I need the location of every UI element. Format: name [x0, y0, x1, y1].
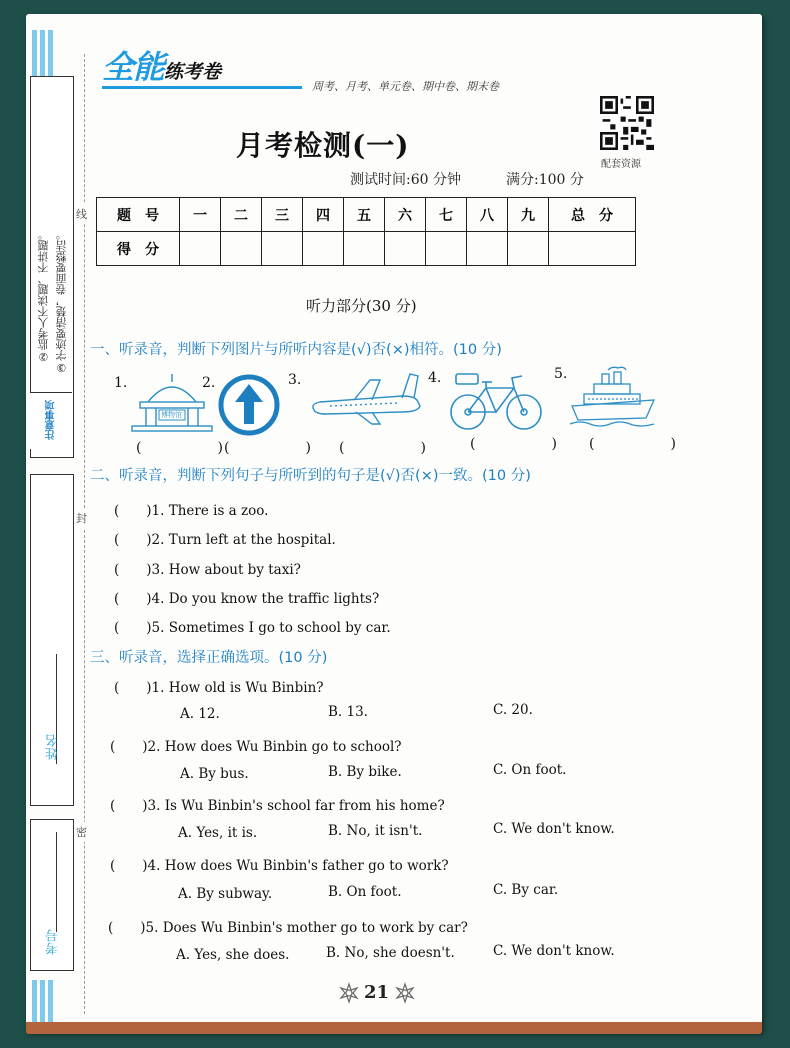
cut-line: [84, 54, 85, 1014]
binding-strip: [26, 14, 82, 1032]
listening-section-title: 听力部分(30 分): [306, 297, 417, 315]
flower-left-icon: [338, 982, 360, 1004]
option-b: B. 13.: [328, 704, 368, 720]
full-score: 满分:100 分: [506, 172, 584, 188]
answer-paren[interactable]: ( ): [224, 440, 327, 456]
answer-paren[interactable]: ( ): [470, 436, 573, 452]
option-a: A. Yes, it is.: [178, 825, 258, 841]
id-label: 考号: [46, 929, 61, 955]
brand-small: 练考卷: [164, 61, 222, 83]
answer-paren[interactable]: ( ): [339, 440, 442, 456]
page-title: 月考检测(一): [236, 129, 410, 162]
brand-subtitle: 周考、月考、单元卷、期中卷、期末卷: [312, 80, 499, 93]
option-b: B. On foot.: [328, 884, 402, 900]
score-input-cell[interactable]: [385, 232, 426, 266]
score-input-cell[interactable]: [180, 232, 221, 266]
score-input-cell[interactable]: [262, 232, 303, 266]
qr-code-icon[interactable]: [600, 96, 654, 150]
score-header-cell: 一: [180, 198, 221, 232]
score-header-cell: 六: [385, 198, 426, 232]
option-a: A. By bus.: [180, 766, 249, 782]
score-input-cell[interactable]: [508, 232, 549, 266]
cut-char-line: 线: [76, 204, 87, 224]
part2-item: ( )3. How about by taxi?: [114, 562, 301, 578]
score-header-cell: 五: [344, 198, 385, 232]
id-underline: [56, 832, 57, 932]
pic-number: 3.: [288, 372, 302, 388]
option-c: C. We don't know.: [493, 821, 615, 837]
score-header-cell: 四: [303, 198, 344, 232]
cut-char-secret: 密: [76, 822, 87, 842]
score-input-cell[interactable]: [303, 232, 344, 266]
option-c: C. On foot.: [493, 762, 567, 778]
part3-question: ( )4. How does Wu Binbin's father go to work?: [110, 858, 449, 874]
score-header-cell: 三: [262, 198, 303, 232]
part3-question: ( )1. How old is Wu Binbin?: [114, 680, 324, 696]
ship-icon: [568, 366, 658, 430]
score-value-row: [97, 232, 636, 266]
notice-line-3: ③字迹要清楚，卷面要整洁。: [55, 229, 68, 374]
paper-edge: [26, 1022, 762, 1034]
name-label: 姓名: [46, 734, 61, 760]
option-a: A. 12.: [180, 706, 220, 722]
score-header-cell: 题 号: [97, 198, 180, 232]
part2-item: ( )2. Turn left at the hospital.: [114, 532, 336, 548]
part2-item: ( )5. Sometimes I go to school by car.: [114, 620, 391, 636]
pic-number: 4.: [428, 370, 442, 386]
option-b: B. No, it isn't.: [328, 823, 423, 839]
option-b: B. By bike.: [328, 764, 402, 780]
score-header-cell: 九: [508, 198, 549, 232]
flower-right-icon: [394, 982, 416, 1004]
option-c: C. We don't know.: [493, 943, 615, 959]
score-input-cell[interactable]: [221, 232, 262, 266]
pic-number: 1.: [114, 375, 128, 391]
option-c: C. 20.: [493, 702, 533, 718]
brand-big: 全能: [102, 48, 165, 86]
part3-heading: 三、听录音，选择正确选项。(10 分): [90, 650, 328, 666]
score-input-cell[interactable]: [467, 232, 508, 266]
brand-logo: [102, 42, 221, 88]
page-number: 21: [364, 982, 390, 1003]
up-arrow-sign-icon: [218, 374, 280, 436]
score-header-cell: 八: [467, 198, 508, 232]
part2-item: ( )4. Do you know the traffic lights?: [114, 591, 380, 607]
notice-label: 注意事项: [46, 400, 57, 440]
score-row-label: 得 分: [97, 232, 180, 266]
score-input-cell[interactable]: [344, 232, 385, 266]
bicycle-icon: [446, 368, 546, 432]
answer-paren[interactable]: ( ): [136, 440, 239, 456]
option-b: B. No, she doesn't.: [326, 945, 455, 961]
test-time: 测试时间:60 分钟: [350, 172, 461, 188]
cut-char-seal: 封: [76, 508, 87, 528]
score-header-cell: 二: [221, 198, 262, 232]
qr-caption: 配套资源: [601, 159, 641, 170]
part3-question: ( )3. Is Wu Binbin's school far from his home?: [110, 798, 445, 814]
option-a: A. Yes, she does.: [176, 947, 290, 963]
brand-underline: [102, 86, 302, 89]
answer-paren[interactable]: ( ): [589, 436, 692, 452]
exam-paper: [26, 14, 762, 1032]
score-header-cell: 总 分: [549, 198, 636, 232]
score-table: [96, 197, 636, 266]
part2-item: ( )1. There is a zoo.: [114, 503, 269, 519]
pic-number: 5.: [554, 366, 568, 382]
notice-line-2: ②监考人不读题、不讲题。: [37, 229, 50, 363]
score-header-cell: 七: [426, 198, 467, 232]
airplane-icon: [306, 370, 426, 426]
pic-number: 2.: [202, 375, 216, 391]
part2-heading: 二、听录音，判断下列句子与所听到的句子是(√)否(×)一致。(10 分): [90, 468, 531, 484]
part1-heading: 一、听录音，判断下列图片与所听内容是(√)否(×)相符。(10 分): [90, 342, 502, 358]
museum-sign: 博物馆: [161, 411, 182, 419]
part3-question: ( )5. Does Wu Binbin's mother go to work by car?: [108, 920, 468, 936]
option-c: C. By car.: [493, 882, 559, 898]
option-a: A. By subway.: [178, 886, 273, 902]
part3-question: ( )2. How does Wu Binbin go to school?: [110, 739, 402, 755]
score-input-cell[interactable]: [549, 232, 636, 266]
score-header-row: [97, 198, 636, 232]
score-input-cell[interactable]: [426, 232, 467, 266]
